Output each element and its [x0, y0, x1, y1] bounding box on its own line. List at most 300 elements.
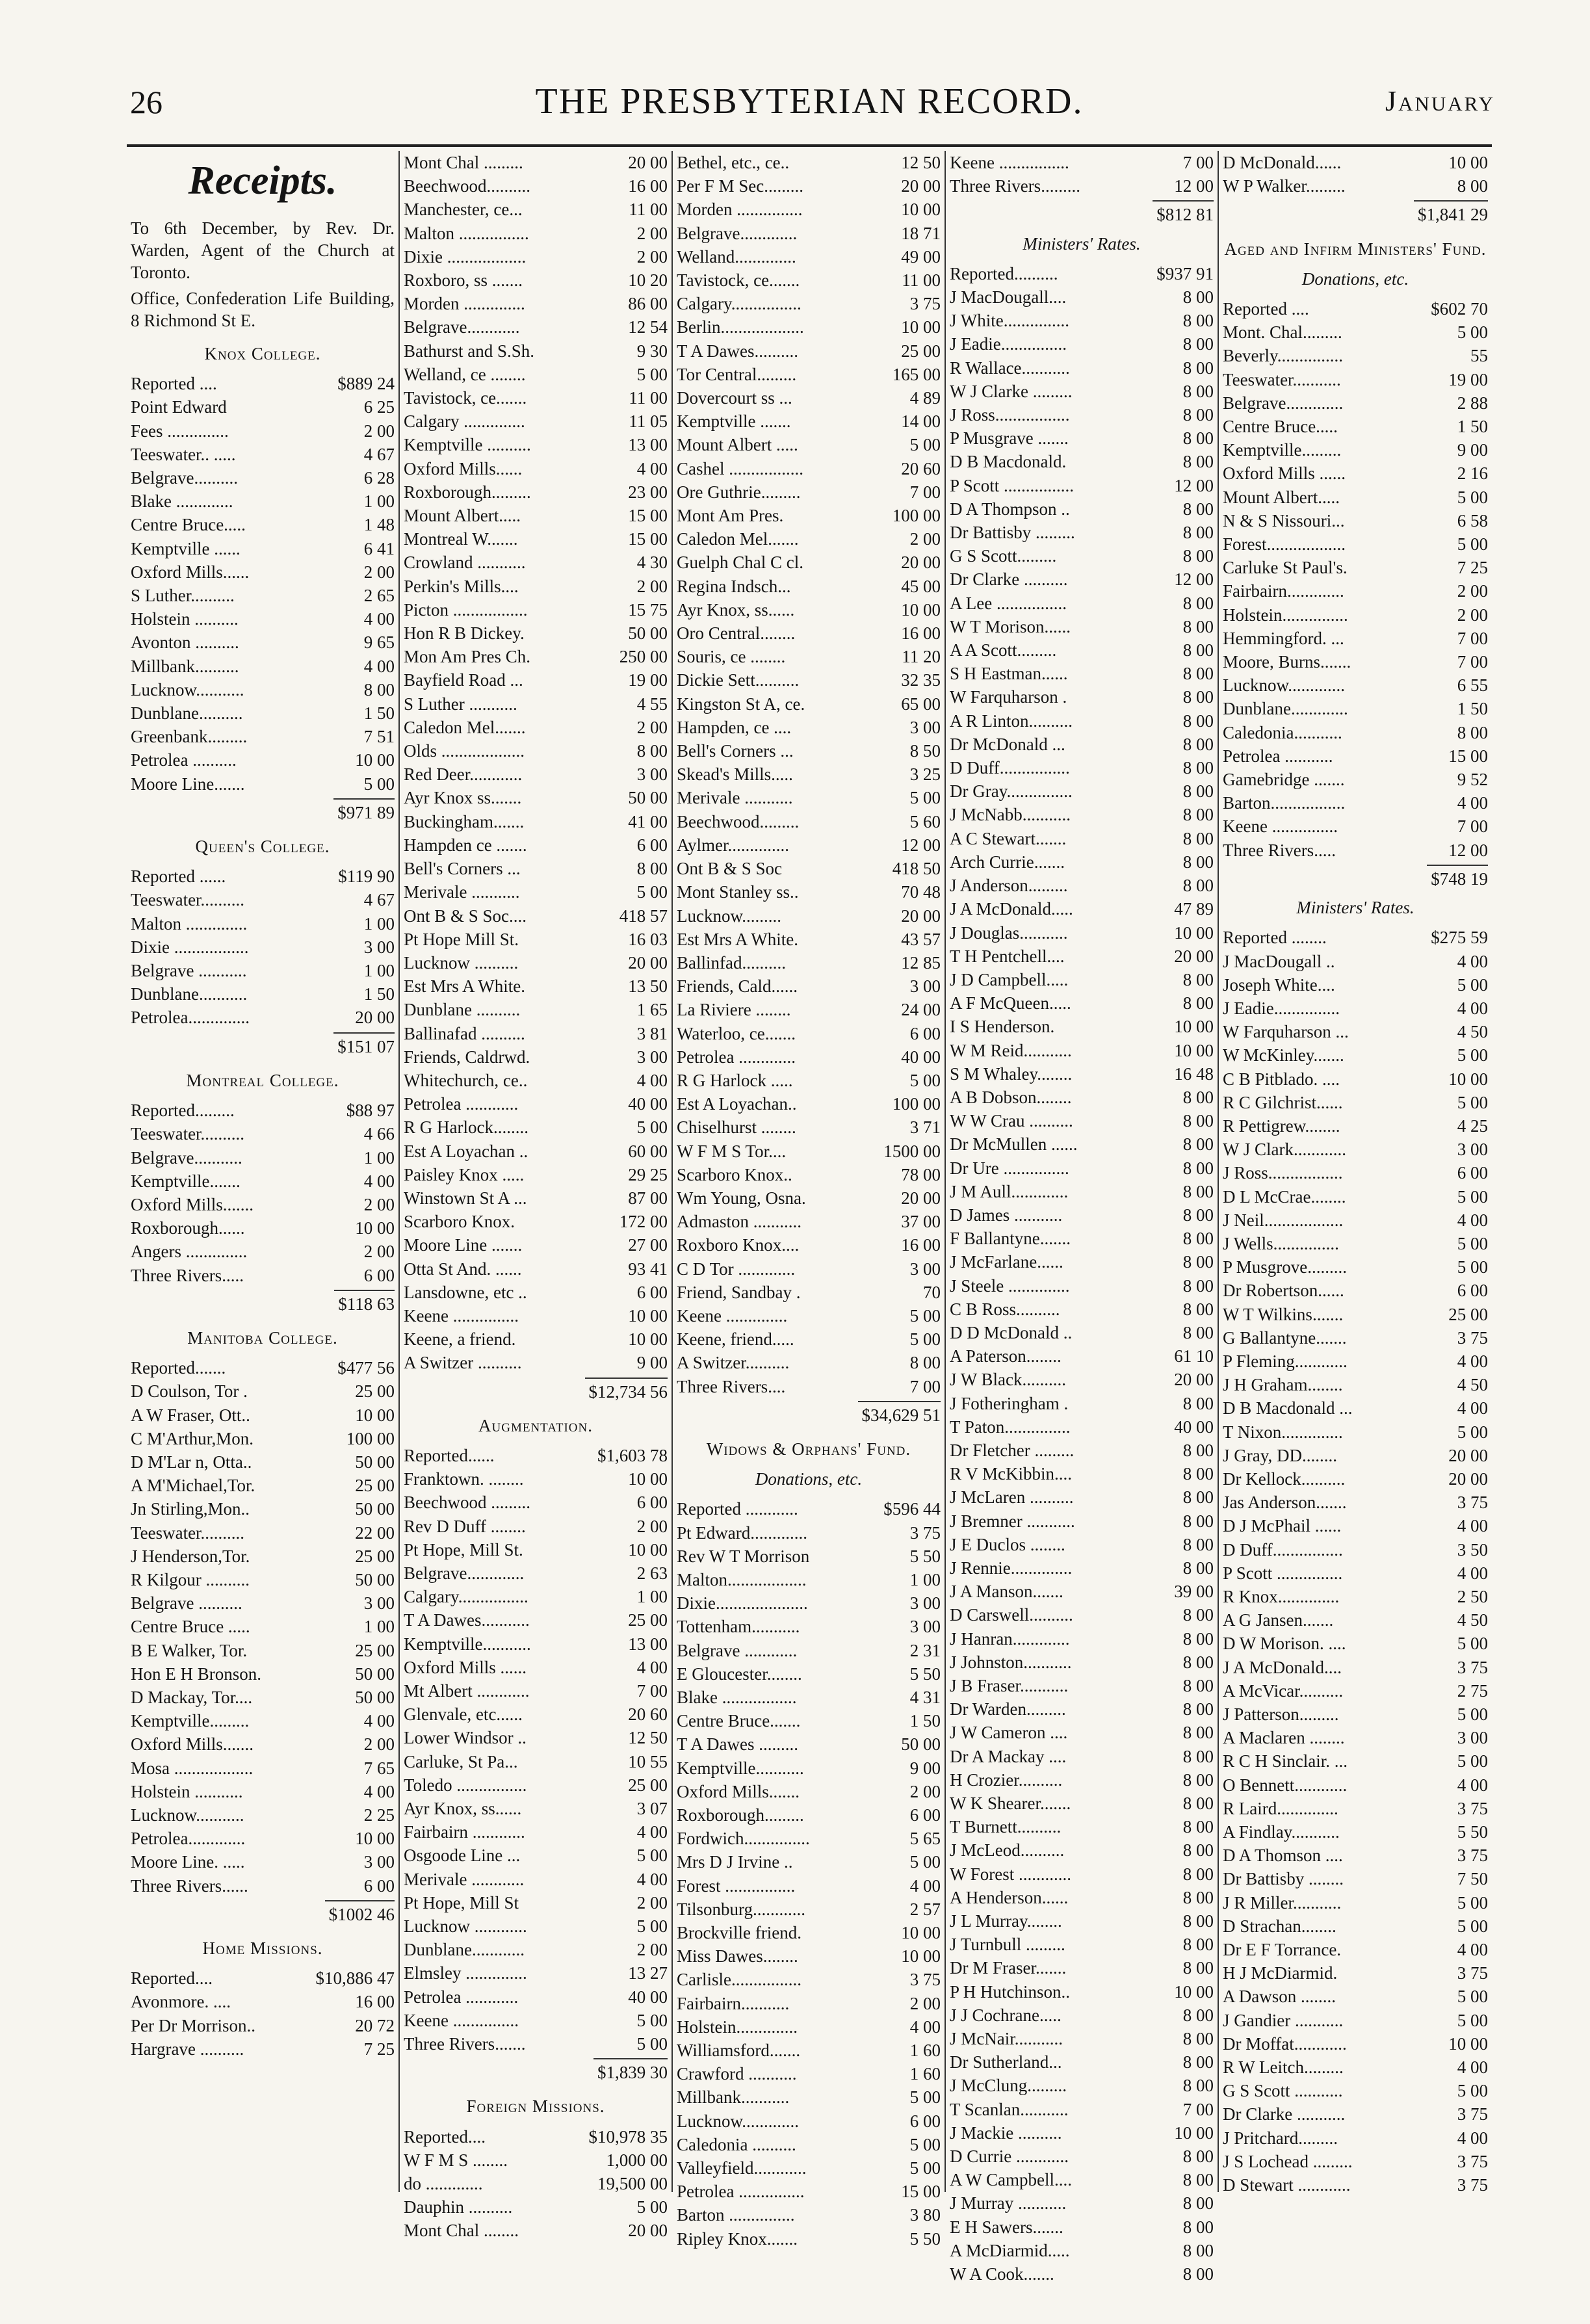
donor-name: W M Reid...........	[950, 1040, 1072, 1060]
amount: 3 25	[909, 764, 941, 785]
amount: 11 05	[629, 411, 668, 432]
receipt-row	[677, 1116, 941, 1139]
amount: 3 75	[1457, 1657, 1488, 1677]
donor-name: H Crozier..........	[950, 1769, 1063, 1790]
amount: 3 00	[909, 1593, 941, 1613]
receipt-row	[1223, 1514, 1488, 1537]
amount: 6 00	[636, 835, 668, 855]
donor-name: Moore Line .......	[404, 1235, 523, 1255]
receipt-row	[677, 1898, 941, 1921]
receipt-row	[404, 1281, 668, 1304]
amount: 25 00	[355, 1476, 395, 1496]
amount: 8 00	[1182, 1111, 1214, 1131]
donor-name: J McNabb...........	[950, 805, 1071, 825]
donor-name: A W Fraser, Ott..	[131, 1405, 250, 1425]
augmentation-list	[404, 1444, 668, 2056]
amount: 8 00	[1182, 664, 1214, 684]
amount: 20 00	[1448, 1445, 1488, 1465]
amount: 6 41	[363, 538, 395, 558]
receipt-row	[404, 763, 668, 786]
amount: 11 00	[902, 270, 941, 291]
donor-name: R Knox..............	[1223, 1586, 1340, 1606]
amount: 10 00	[901, 1923, 941, 1943]
donor-name: Admaston ...........	[677, 1212, 802, 1232]
donor-name: D Carswell..........	[950, 1605, 1073, 1625]
amount: 2 00	[363, 1734, 395, 1755]
amount: 15 00	[628, 506, 668, 526]
amount: 5 00	[636, 1846, 668, 1866]
donor-name: R Laird..............	[1223, 1798, 1338, 1818]
receipt-row	[677, 339, 941, 363]
donor-name: A McDiarmid.....	[950, 2240, 1070, 2260]
donor-name: Hampden, ce ....	[677, 717, 792, 737]
receipt-row	[404, 645, 668, 668]
donor-name: Crawford ...........	[677, 2064, 797, 2084]
amount: $88 97	[346, 1101, 395, 1121]
donor-name: Reported......	[404, 1445, 495, 1465]
amount: 25 00	[355, 1546, 395, 1566]
section-total: $151 07	[131, 1032, 395, 1058]
receipt-row	[950, 850, 1214, 874]
amount: 2 00	[363, 421, 395, 441]
donor-name: Mont Chal ........	[404, 2221, 519, 2241]
donor-name: Blake .............	[131, 491, 233, 512]
amount: 10 00	[901, 200, 941, 220]
donor-name: Dr Kellock..........	[1223, 1469, 1346, 1489]
amount: 7 65	[363, 1758, 395, 1778]
donor-name: A Dawson ........	[1223, 1987, 1336, 2007]
receipt-row	[1223, 1020, 1488, 1043]
amount: 6 00	[363, 1265, 395, 1285]
section-total: $1,841 29	[1223, 200, 1488, 226]
amount: 1 00	[909, 1569, 941, 1589]
amount: 37 00	[901, 1212, 941, 1232]
donor-name: Dr Sutherland...	[950, 2052, 1062, 2072]
receipt-row	[1223, 1938, 1488, 1961]
amount: 8 00	[1182, 1393, 1214, 1413]
amount: 8 00	[1457, 722, 1488, 742]
donor-name: Est Mrs A White.	[404, 976, 526, 997]
queens-college-list	[131, 865, 395, 1029]
receipt-row	[950, 1838, 1214, 1862]
receipt-row	[404, 1092, 668, 1116]
donor-name: Welland..............	[677, 246, 796, 267]
donor-name: P Fleming............	[1223, 1351, 1348, 1371]
receipt-row	[950, 380, 1214, 403]
amount: 49 00	[901, 246, 941, 267]
amount: 3 75	[909, 1970, 941, 1990]
receipt-row	[950, 356, 1214, 380]
amount: 32 35	[901, 670, 941, 690]
receipt-row	[404, 668, 668, 692]
amount: 8 00	[1182, 1511, 1214, 1531]
donor-name: Friend, Sandbay .	[677, 1282, 801, 1302]
receipt-row	[1223, 2102, 1488, 2126]
donor-name: W F M S Tor....	[677, 1141, 787, 1161]
amount: 8 00	[1182, 1746, 1214, 1766]
amount: 8 00	[1182, 687, 1214, 707]
donor-name: J MacDougall ..	[1223, 951, 1335, 971]
ministers-rates-continued-list	[1223, 151, 1488, 198]
amount: 5 00	[909, 1305, 941, 1325]
amount: 9 30	[636, 341, 668, 361]
donor-name: Dunblane............	[404, 1940, 525, 1960]
donor-name: Teeswater.. .....	[131, 444, 236, 464]
amount: 55	[1470, 346, 1488, 366]
donor-name: B E Walker, Tor.	[131, 1640, 248, 1660]
amount: 2 00	[636, 576, 668, 596]
donor-name: Ayr Knox, ss......	[404, 1799, 522, 1819]
donor-name: T Scanlan...........	[950, 2099, 1069, 2119]
receipt-row	[950, 544, 1214, 568]
donor-name: Bell's Corners ...	[677, 741, 794, 761]
donor-name: J Hanran.............	[950, 1628, 1070, 1649]
receipt-row	[404, 786, 668, 809]
receipt-row	[677, 998, 941, 1021]
amount: 13 00	[628, 1634, 668, 1654]
amount: 5 00	[1457, 2081, 1488, 2101]
donor-name: J E Duclos ........	[950, 1534, 1065, 1554]
receipt-row	[677, 433, 941, 456]
amount: 10 00	[355, 750, 395, 770]
receipt-row	[131, 537, 395, 560]
donor-name: D A Thomson ....	[1223, 1846, 1343, 1866]
receipt-row	[131, 982, 395, 1006]
amount: 2 16	[1457, 463, 1488, 484]
column-4	[946, 151, 1219, 2284]
amount: 4 00	[636, 1070, 668, 1090]
donor-name: W Farquharson ...	[1223, 1022, 1349, 1042]
donor-name: Malton ..............	[131, 913, 248, 934]
section-subtitle: Ministers' Rates.	[1023, 233, 1141, 254]
amount: 4 00	[363, 1781, 395, 1801]
section-title: Foreign Missions.	[466, 2096, 605, 2117]
receipt-row	[1223, 650, 1488, 673]
donor-name: Beechwood..........	[404, 176, 530, 196]
receipt-row	[131, 1427, 395, 1450]
donor-name: do .............	[404, 2174, 483, 2194]
amount: 16 00	[901, 623, 941, 644]
donor-name: J Wells...............	[1223, 1233, 1339, 1253]
receipt-row	[404, 410, 668, 433]
receipt-row	[677, 527, 941, 551]
receipt-row	[131, 631, 395, 654]
receipt-row	[1223, 627, 1488, 650]
donor-name: J Patterson.........	[1223, 1704, 1339, 1724]
amount: 8 00	[1182, 428, 1214, 449]
donor-name: Keene ...............	[404, 2010, 519, 2030]
donor-name: Centre Bruce.......	[677, 1711, 801, 1731]
amount: 250 00	[619, 647, 668, 667]
donor-name: Miss Dawes........	[677, 1946, 798, 1966]
receipt-row	[677, 1069, 941, 1092]
donor-name: Ayr Knox ss.......	[404, 788, 522, 808]
receipt-row	[131, 584, 395, 607]
donor-name: J Rennie..............	[950, 1558, 1073, 1578]
donor-name: J Gray, DD........	[1223, 1445, 1337, 1465]
donor-name: Lucknow...........	[131, 679, 244, 699]
receipt-row	[677, 2062, 941, 2085]
amount: 13 27	[628, 1963, 668, 1983]
receipt-row	[1223, 926, 1488, 949]
amount: 50 00	[355, 1452, 395, 1472]
donor-name: A Henderson......	[950, 1887, 1069, 1907]
receipt-row	[131, 395, 395, 419]
donor-name: Holstein ...........	[131, 1781, 243, 1801]
donor-name: Oxford Mills......	[404, 458, 523, 478]
receipt-row	[1223, 673, 1488, 697]
receipt-row	[950, 1039, 1214, 1062]
amount: 20 72	[355, 2015, 395, 2035]
foreign-missions-continued-list	[677, 151, 941, 1398]
receipt-row	[677, 1210, 941, 1233]
donor-name: J McClung.........	[950, 2076, 1067, 2096]
receipt-row	[677, 2156, 941, 2180]
amount: 6 00	[909, 2111, 941, 2131]
amount: 2 65	[363, 586, 395, 606]
amount: 1 00	[363, 1617, 395, 1637]
donor-name: D W Morison. ....	[1223, 1634, 1346, 1654]
donor-name: J S Lochead .........	[1223, 2151, 1353, 2171]
donor-name: Belgrave.............	[404, 1563, 525, 1583]
donor-name: Mon Am Pres Ch.	[404, 647, 531, 667]
knox-college-list	[131, 372, 395, 796]
amount: 8 00	[1182, 546, 1214, 566]
amount: 11 20	[902, 647, 941, 667]
donor-name: Dr Gray...............	[950, 781, 1073, 802]
amount: 4 25	[1457, 1116, 1488, 1136]
donor-name: Millbank...........	[677, 2087, 790, 2108]
amount: 19,500 00	[597, 2174, 668, 2194]
amount: 418 50	[892, 859, 941, 879]
amount: 4 30	[636, 553, 668, 573]
amount: 4 00	[363, 1171, 395, 1191]
receipt-row	[677, 222, 941, 245]
receipt-row	[404, 1538, 668, 1561]
receipt-row	[404, 1797, 668, 1820]
receipt-row	[950, 685, 1214, 709]
montreal-college-list	[131, 1099, 395, 1287]
donor-name: Tor Central.........	[677, 364, 797, 384]
receipt-row	[950, 309, 1214, 332]
donor-name: Bethel, etc., ce..	[677, 153, 790, 172]
amount: 1 48	[363, 515, 395, 535]
amount: $10,978 35	[588, 2126, 668, 2147]
receipt-row	[677, 480, 941, 504]
receipt-row	[404, 1773, 668, 1797]
receipt-row	[1223, 1679, 1488, 1703]
amount: 8 00	[1182, 1252, 1214, 1272]
receipt-row	[404, 1304, 668, 1327]
receipt-row	[1223, 815, 1488, 838]
header-rule	[127, 144, 1492, 147]
amount: 27 00	[628, 1235, 668, 1255]
amount: 4 00	[1457, 1210, 1488, 1230]
amount: 5 00	[1457, 1186, 1488, 1207]
donor-name: Point Edward	[131, 397, 227, 417]
amount: 2 00	[909, 1993, 941, 2013]
receipt-row	[404, 457, 668, 480]
amount: 20 00	[1448, 1469, 1488, 1489]
amount: 25 00	[901, 341, 941, 361]
aged-infirm-fund-list	[1223, 297, 1488, 862]
receipt-row	[677, 1568, 941, 1591]
donor-name: J Turnbull .........	[950, 1935, 1065, 1955]
receipt-row	[404, 2009, 668, 2032]
amount: 2 31	[909, 1640, 941, 1660]
donor-name: N & S Nissouri...	[1223, 510, 1345, 530]
amount: 10 00	[901, 1946, 941, 1966]
receipt-row	[131, 1122, 395, 1145]
amount: 3 80	[909, 2205, 941, 2225]
receipt-row	[677, 2180, 941, 2203]
donor-name: Merivale ............	[404, 1869, 525, 1889]
donor-name: Holstein..............	[677, 2017, 798, 2037]
donor-name: Dovercourt ss ...	[677, 388, 792, 408]
donor-name: A Lee ................	[950, 593, 1067, 613]
receipt-row	[677, 2227, 941, 2251]
amount: 3 00	[909, 717, 941, 737]
donor-name: A G Jansen.......	[1223, 1610, 1334, 1630]
donor-name: A Paterson........	[950, 1346, 1062, 1366]
amount: 3 00	[636, 764, 668, 785]
donor-name: Ayr Knox, ss......	[677, 599, 795, 620]
receipt-row	[950, 1485, 1214, 1509]
receipt-row	[677, 1092, 941, 1116]
receipt-row	[131, 1099, 395, 1122]
amount: $477 56	[337, 1358, 395, 1378]
receipt-row	[1223, 1797, 1488, 1820]
donor-name: D Stewart ............	[1223, 2175, 1351, 2195]
receipt-row	[1223, 1232, 1488, 1255]
donor-name: F Ballantyne.......	[950, 1229, 1071, 1249]
amount: 6 00	[1457, 1163, 1488, 1183]
receipt-row	[404, 951, 668, 974]
receipt-row	[1223, 1538, 1488, 1561]
donor-name: D A Thompson ..	[950, 499, 1070, 519]
amount: 50 00	[355, 1687, 395, 1707]
receipt-row	[404, 1938, 668, 1961]
amount: 1 50	[363, 984, 395, 1004]
donor-name: Rev W T Morrison	[677, 1546, 810, 1566]
receipt-row	[131, 1521, 395, 1545]
amount: 5 00	[1457, 1751, 1488, 1771]
amount: 4 50	[1457, 1375, 1488, 1395]
donor-name: Dr Battisby ........	[1223, 1869, 1344, 1889]
amount: 4 00	[1457, 793, 1488, 813]
receipt-row	[1223, 1303, 1488, 1326]
donor-name: W T Morison......	[950, 616, 1071, 636]
amount: 11 00	[629, 388, 668, 408]
receipt-row	[677, 1732, 941, 1756]
amount: $602 70	[1431, 299, 1488, 319]
receipt-row	[1223, 1726, 1488, 1749]
donor-name: J McNair...........	[950, 2029, 1063, 2049]
receipt-row	[677, 1662, 941, 1686]
donor-name: Dr E F Torrance.	[1223, 1940, 1342, 1960]
donor-name: W F M S ........	[404, 2150, 508, 2170]
donor-name: Toledo ................	[404, 1775, 527, 1795]
section-title: Aged and Infirm Ministers' Fund.	[1224, 239, 1487, 259]
receipt-row	[677, 904, 941, 928]
amount: 6 00	[909, 1805, 941, 1825]
amount: 9 00	[909, 1758, 941, 1778]
donor-name: P Scott ...............	[1223, 1563, 1343, 1583]
receipt-row	[404, 174, 668, 198]
amount: 1 50	[909, 1711, 941, 1731]
donor-name: Tavistock, ce.......	[677, 270, 800, 291]
receipt-row	[404, 1467, 668, 1491]
receipt-row	[677, 974, 941, 998]
amount: 5 00	[363, 774, 395, 794]
amount: 29 25	[628, 1164, 668, 1184]
amount: 40 00	[628, 1094, 668, 1114]
donor-name: E H Sawers.......	[950, 2217, 1063, 2237]
receipt-row	[404, 1069, 668, 1092]
receipt-row	[404, 339, 668, 363]
donor-name: Ripley Knox.......	[677, 2228, 798, 2249]
amount: 50 00	[901, 1734, 941, 1755]
amount: 12 85	[901, 952, 941, 973]
amount: 4 00	[636, 1822, 668, 1842]
donor-name: Oxford Mills......	[131, 562, 250, 582]
amount: 2 00	[1457, 605, 1488, 625]
donor-name: W P Walker.........	[1223, 176, 1346, 196]
receipt-row	[131, 1850, 395, 1874]
section-title: Widows & Orphans' Fund.	[706, 1439, 911, 1459]
receipt-row	[950, 2098, 1214, 2121]
donor-name: C B Ross..........	[950, 1299, 1060, 1319]
amount: 8 00	[1182, 1605, 1214, 1625]
amount: 15 00	[1448, 746, 1488, 766]
amount: 4 67	[363, 444, 395, 464]
receipt-row	[677, 645, 941, 668]
donor-name: Barton.................	[1223, 793, 1346, 813]
section-subtitle: Donations, etc.	[1301, 268, 1409, 289]
donor-name: J McLeod..........	[950, 1840, 1065, 1861]
receipt-row	[1223, 368, 1488, 391]
receipt-row	[131, 513, 395, 536]
amount: 2 00	[636, 717, 668, 737]
amount: 6 00	[909, 1023, 941, 1043]
donor-name: Tilsonburg............	[677, 1899, 806, 1919]
amount: 8 00	[1182, 2076, 1214, 2096]
donor-name: Ballinfad..........	[677, 952, 786, 973]
receipt-row	[677, 1827, 941, 1850]
widows-fund-list	[677, 1497, 941, 2251]
donor-name: Friends, Caldrwd.	[404, 1047, 530, 1067]
receipt-row	[404, 1116, 668, 1139]
receipt-row	[950, 1321, 1214, 1344]
receipt-row	[1223, 2173, 1488, 2197]
donor-name: Brockville friend.	[677, 1923, 802, 1943]
section-subtitle: Ministers' Rates.	[1296, 898, 1414, 918]
donor-name: Holstein ..........	[131, 609, 239, 629]
donor-name: Elmsley ..............	[404, 1963, 527, 1983]
donor-name: Glenvale, etc......	[404, 1704, 523, 1725]
amount: 7 00	[1182, 2099, 1214, 2119]
donor-name: Bayfield Road ...	[404, 670, 523, 690]
donor-name: J R Miller...........	[1223, 1892, 1342, 1913]
section-total: $812 81	[950, 200, 1214, 226]
receipt-row	[677, 621, 941, 645]
donor-name: Centre Bruce.....	[1223, 417, 1338, 437]
donor-name: Buckingham.......	[404, 811, 525, 831]
donor-name: J Douglas...........	[950, 922, 1068, 943]
receipts-columns	[127, 151, 1492, 2284]
amount: 3 75	[1457, 2104, 1488, 2124]
receipt-row	[1223, 1350, 1488, 1373]
